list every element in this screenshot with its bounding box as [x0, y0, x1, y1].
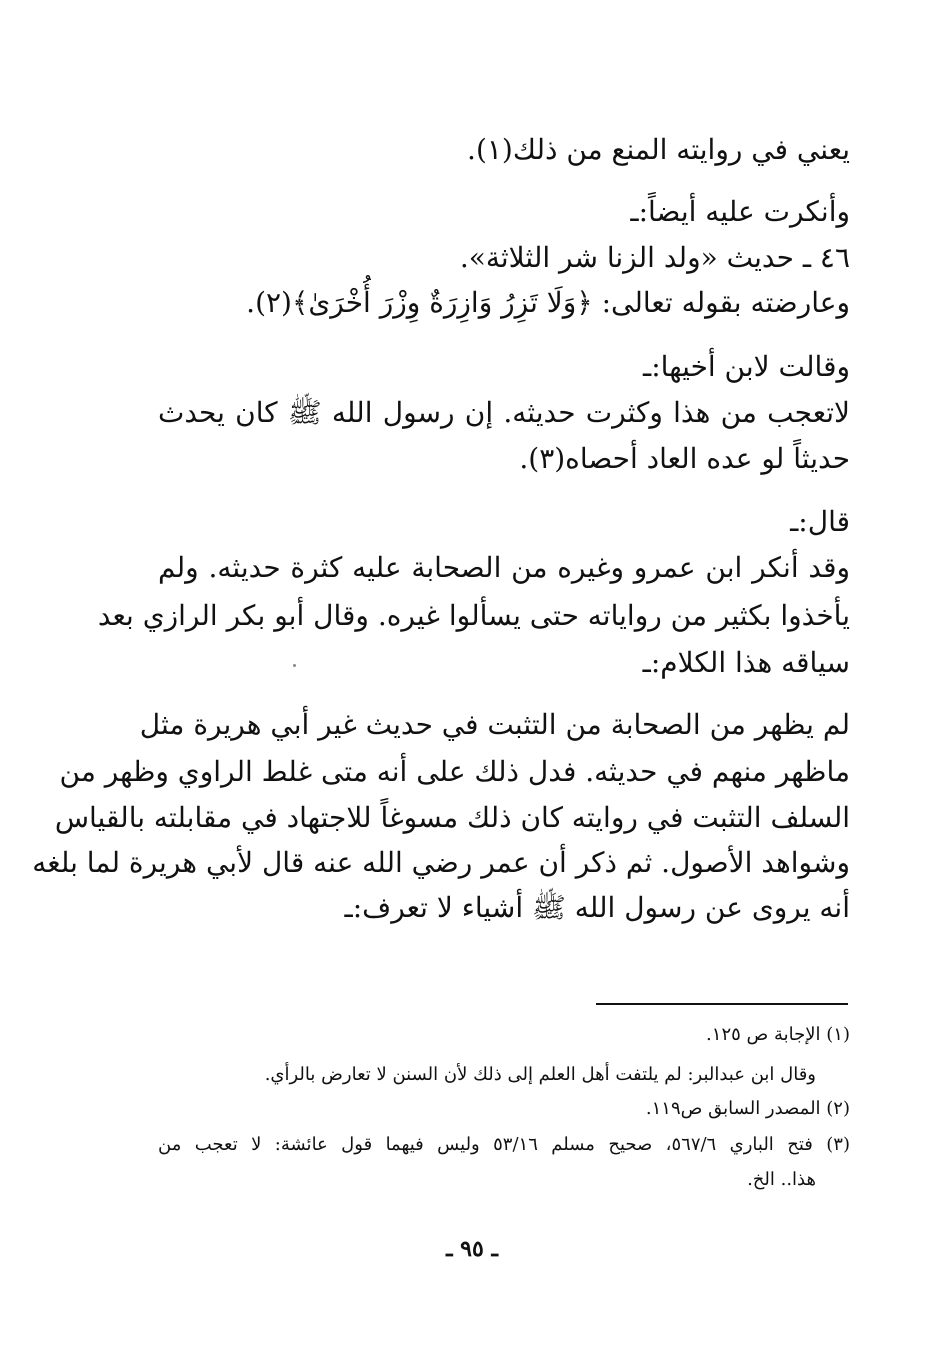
- body-line: قال:ـ: [790, 505, 850, 538]
- body-line: وقالت لابن أخيها:ـ: [643, 350, 850, 383]
- body-line: يأخذوا بكثير من رواياته حتى يسألوا غيره. وقال أبو بكر الرازي بعد: [97, 599, 850, 632]
- quote-line: السلف التثبت في روايته كان ذلك مسوغاً للاجتهاد في مقابلته بالقياس: [54, 801, 850, 834]
- page-number: ـ ٩٥ ـ: [446, 1236, 498, 1262]
- body-line: يعني في روايته المنع من ذلك(١).: [467, 133, 850, 166]
- footnote-1: (١) الإجابة ص ١٢٥.: [706, 1024, 850, 1045]
- quote-line: ماظهر منهم في حديثه. فدل ذلك على أنه متى غلط الراوي وظهر من: [59, 755, 850, 788]
- footnote-separator: [596, 1003, 848, 1005]
- quote-line: أنه يروى عن رسول الله ﷺ أشياء لا تعرف:ـ: [344, 891, 850, 924]
- body-line: لاتعجب من هذا وكثرت حديثه. إن رسول الله ﷺ كان يحدث: [158, 396, 850, 429]
- footnote-3-continuation: هذا.. الخ.: [747, 1169, 816, 1190]
- paper-speck: [293, 664, 296, 667]
- quote-line: وشواهد الأصول. ثم ذكر أن عمر رضي الله عنه قال لأبي هريرة لما بلغه: [32, 846, 850, 879]
- body-line: وأنكرت عليه أيضاً:ـ: [630, 195, 850, 228]
- footnote-2: (٢) المصدر السابق ص١١٩.: [645, 1098, 850, 1119]
- footnote-3: (٣) فتح الباري ٥٦٧/٦، صحيح مسلم ٥٣/١٦ وليس فيهما قول عائشة: لا تعجب من: [158, 1134, 850, 1155]
- body-line: حديثاً لو عده العاد أحصاه(٣).: [519, 442, 850, 475]
- body-line: سياقه هذا الكلام:ـ: [642, 646, 850, 679]
- body-line: وقد أنكر ابن عمرو وغيره من الصحابة عليه كثرة حديثه. ولم: [158, 551, 850, 584]
- footnote-1-continuation: وقال ابن عبدالبر: لم يلتفت أهل العلم إلى ذلك لأن السنن لا تعارض بالرأي.: [264, 1064, 816, 1085]
- quote-line: لم يظهر من الصحابة من التثبت في حديث غير أبي هريرة مثل: [139, 708, 850, 741]
- hadith-heading: ٤٦ ـ حديث «ولد الزنا شر الثلاثة».: [459, 241, 850, 274]
- quran-verse-line: وعارضته بقوله تعالى: ﴿وَلَا تَزِرُ وَازِرَةٌ وِزْرَ أُخْرَىٰ﴾(٢).: [246, 286, 850, 319]
